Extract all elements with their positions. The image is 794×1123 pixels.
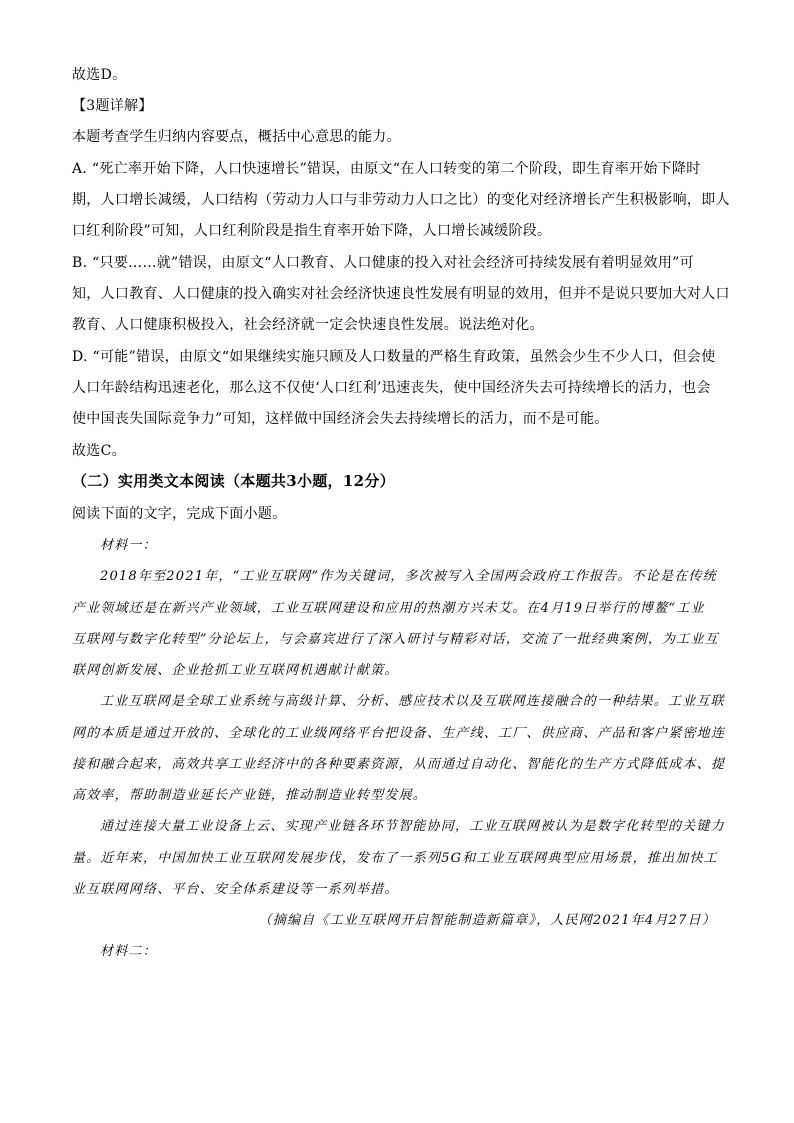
material1-p1-line: 互联网与数字化转型”分论坛上，与会嘉宾进行了深入研讨与精彩对话，交流了一批经典案例，为工业互 <box>72 632 719 647</box>
intro-line: 本题考查学生归纳内容要点，概括中心意思的能力。 <box>72 129 401 145</box>
material1-label: 材料一： <box>100 538 157 553</box>
material1-source: （摘编自《工业互联网开启智能制造新篇章》，人民网2021年4月27日） <box>258 913 716 928</box>
answer-d-line: 故选D。 <box>72 67 127 83</box>
material1-p1-line: 2018年至2021年，“工业互联网”作为关键词，多次被写入全国两会政府工作报告。不论是在传统 <box>100 569 717 584</box>
material1-p1-line: 联网创新发展、企业抢抓工业互联网机遇献计献策。 <box>72 663 399 678</box>
instruction-line: 阅读下面的文字，完成下面小题。 <box>72 506 287 522</box>
option-b-line: 知，人口教育、人口健康的投入确实对社会经济快速良性发展有明显的效用，但并不是说只要加大对人口 <box>72 286 730 302</box>
material1-p3-line: 量。近年来，中国加快工业互联网发展步伐，发布了一系列5G和工业互联网典型应用场景，推出加快工 <box>72 851 718 866</box>
option-a-line: 期，人口增长减缓，人口结构（劳动力人口与非劳动力人口之比）的变化对经济增长产生积极影响，即人 <box>72 192 730 208</box>
material1-p3-line: 业互联网网络、平台、安全体系建设等一系列举措。 <box>72 882 399 897</box>
option-d-line: 使中国丧失国际竞争力”可知，这样做中国经济会失去持续增长的活力，而不是可能。 <box>72 411 609 427</box>
option-a-line: A. “死亡率开始下降，人口快速增长”错误，由原文“在人口转变的第二个阶段，即生育率开始下降时 <box>72 161 701 177</box>
option-a-line: 口红利阶段”可知，人口红利阶段是指生育率开始下降，人口增长减缓阶段。 <box>72 223 552 239</box>
answer-c-line: 故选C。 <box>72 443 126 459</box>
material1-p2-line: 接和融合起来，高效共享工业经济中的各种要素资源，从而通过自动化、智能化的生产方式降低成本、提 <box>72 757 726 772</box>
material1-p3-line: 通过连接大量工业设备上云、实现产业链各环节智能协同，工业互联网被认为是数字化转型的关键力 <box>100 819 725 834</box>
material2-label: 材料二： <box>100 944 157 959</box>
section-title: （二）实用类文本阅读（本题共3小题，12分） <box>72 472 395 490</box>
material1-p1-line: 产业领域还是在新兴产业领域，工业互联网建设和应用的热潮方兴未艾。在4月19日举行的博鳌“工业 <box>72 601 705 616</box>
tip-label: 【3题详解】 <box>72 98 153 114</box>
material1-p2-line: 高效率，帮助制造业延长产业链，推动制造业转型发展。 <box>72 788 428 803</box>
material1-p2-line: 工业互联网是全球工业系统与高级计算、分析、感应技术以及互联网连接融合的一种结果。工业互联 <box>100 694 725 709</box>
option-d-line: 人口年龄结构迅速老化，那么这不仅使‘人口红利’迅速丧失，使中国经济失去可持续增长的活力，也会 <box>72 380 711 396</box>
option-d-line: D. “可能”错误，由原文“如果继续实施只顾及人口数量的严格生育政策，虽然会少生不少人口，但会使 <box>72 349 716 365</box>
material1-p2-line: 网的本质是通过开放的、全球化的工业级网络平台把设备、生产线、工厂、供应商、产品和客户紧密地连 <box>72 726 726 741</box>
option-b-line: B. “只要……就”错误，由原文“人口教育、人口健康的投入对社会经济可持续发展有着明显效用”可 <box>72 255 694 271</box>
option-b-line: 教育、人口健康积极投入，社会经济就一定会快速良性发展。说法绝对化。 <box>72 317 544 333</box>
